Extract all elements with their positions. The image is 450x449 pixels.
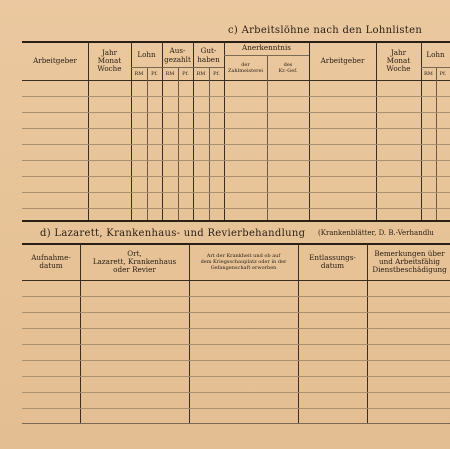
header-arbeitgeber-left: Arbeitgeber [33, 55, 77, 65]
header-bemerkungen: Bemerkungen über und Arbeitsfähig Dienstbeschädigung [372, 248, 447, 275]
header-ausgezahlt-pf: Pf. [182, 70, 189, 77]
header-lohn-right: Lohn [426, 50, 445, 60]
header-lohn-left: Lohn [137, 50, 156, 60]
table-row [22, 176, 450, 177]
header-arbeitgeber-right: Arbeitgeber [320, 55, 365, 65]
header-guthaben-pf: Pf. [213, 70, 220, 77]
header-ausgezahlt: Aus- gezahlt [164, 46, 191, 64]
header-entlassungsdatum: Entlassungs- datum [309, 252, 356, 270]
section-d-bottom-border [22, 423, 450, 424]
header-ausgezahlt-rm: RM [165, 70, 175, 77]
table-row [22, 344, 450, 345]
header-anerkenntnis: Anerkenntnis [242, 43, 291, 53]
header-ort: Ort, Lazarett, Krankenhaus oder Revier [92, 248, 177, 275]
table-row [22, 160, 450, 161]
section-divider [22, 220, 450, 222]
table-row [22, 112, 450, 113]
table-row [22, 96, 450, 97]
header-anerkenntnis-des: des Kr.-Gef. [278, 62, 298, 74]
header-anerkenntnis-der: der Zahlmeisterei [227, 62, 264, 74]
table-row [22, 296, 450, 297]
section-d-header-bottom [22, 280, 450, 281]
table-row [22, 360, 450, 361]
header-aufnahmedatum: Aufnahme- datum [31, 252, 71, 270]
header-jahr-monat-woche-right: Jahr Monat Woche [386, 47, 411, 74]
table-row [22, 208, 450, 209]
section-d-title: d) Lazarett, Krankenhaus- und Revierbehandlung [40, 228, 306, 239]
section-c-header-bottom [22, 80, 450, 81]
table-row [22, 192, 450, 193]
header-guthaben-rm: RM [196, 70, 206, 77]
section-c-title: c) Arbeitslöhne nach den Lohnlisten [228, 25, 423, 36]
table-row [22, 312, 450, 313]
header-lohn-rm: RM [134, 70, 144, 77]
header-jahr-monat-woche-left: Jahr Monat Woche [97, 47, 122, 74]
table-row [22, 144, 450, 145]
col-line [367, 244, 368, 424]
section-d-subtitle: (Krankenblätter, D. B.-Verhandlu [318, 229, 434, 237]
header-lohn-pf: Pf. [151, 70, 158, 77]
header-lohn-right-rm: RM [424, 70, 433, 77]
table-row [22, 376, 450, 377]
header-guthaben: Gut- haben [197, 46, 220, 64]
table-row [22, 328, 450, 329]
header-lohn-right-pf: Pf. [439, 70, 447, 77]
header-art-der-krankheit: Art der Krankheit und ob auf dem Kriegsschauplatz oder in der Gefangenschaft erworben [200, 253, 287, 271]
table-row [22, 392, 450, 393]
table-row [22, 128, 450, 129]
table-row [22, 408, 450, 409]
